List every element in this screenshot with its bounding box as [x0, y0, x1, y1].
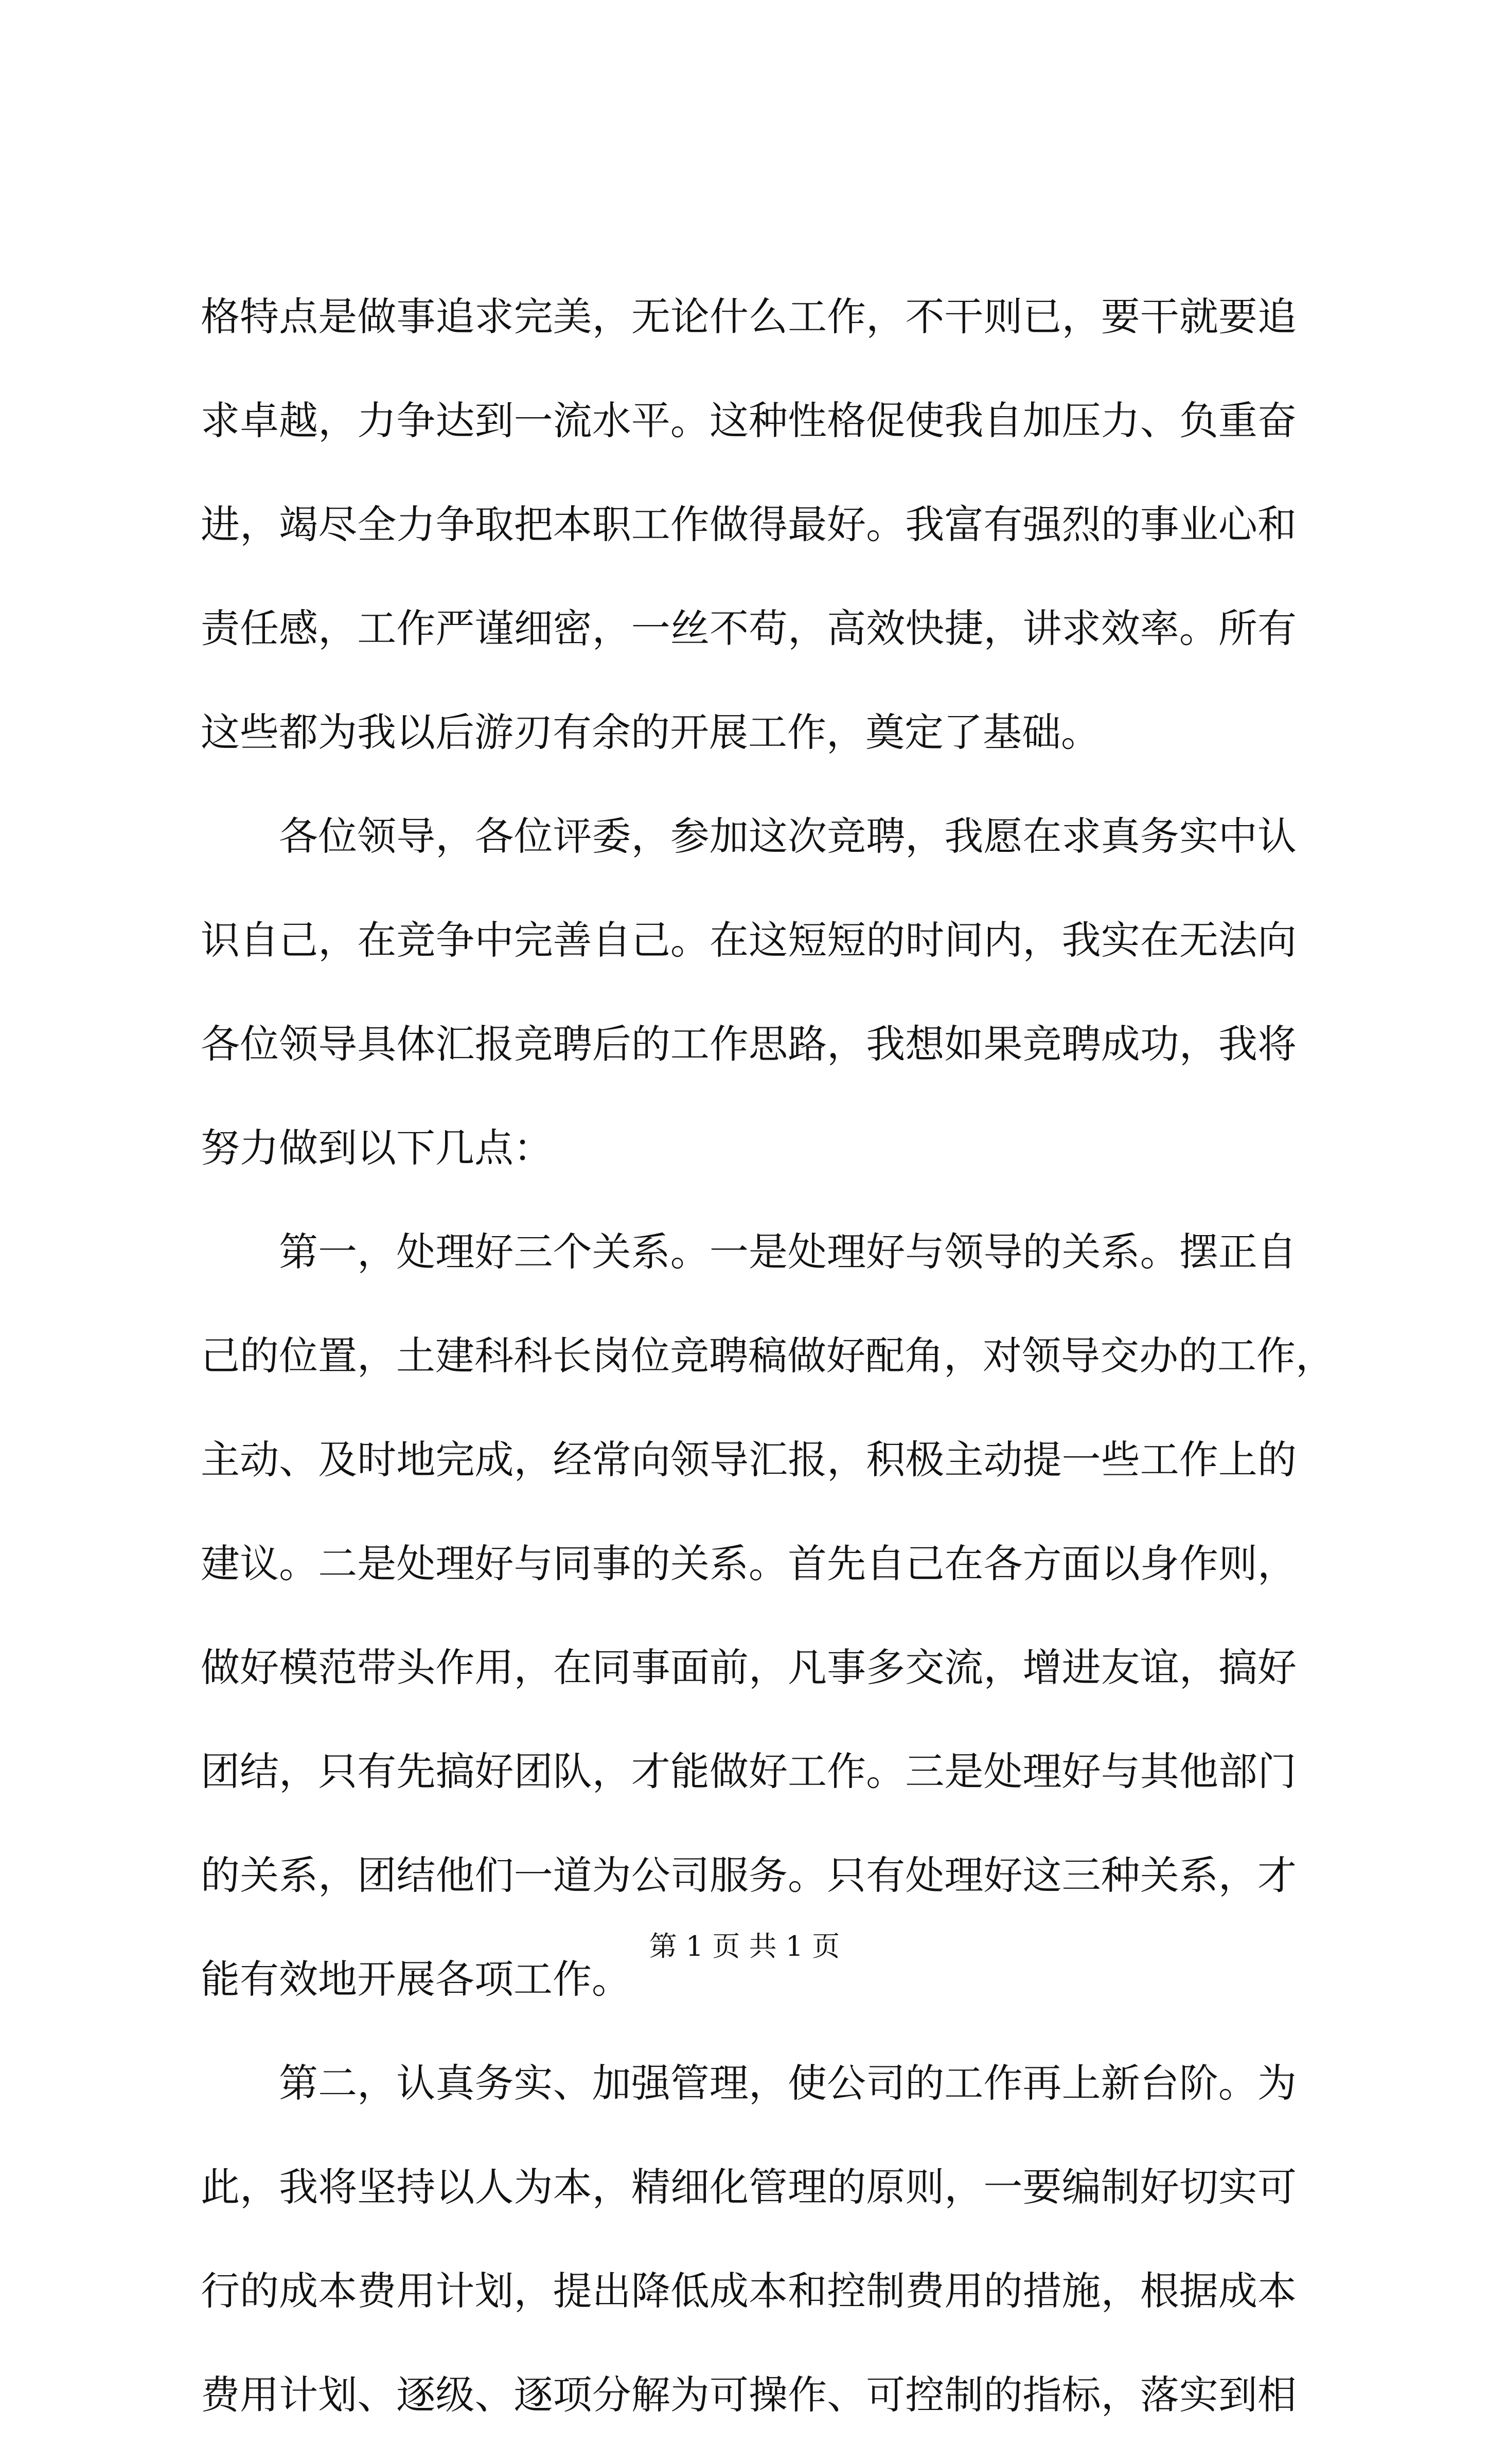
- text-line: 做好模范带头作用，在同事面前，凡事多交流，增进友谊，搞好: [201, 1645, 1297, 1690]
- text-line: 此，我将坚持以人为本，精细化管理的原则，一要编制好切实可: [201, 2164, 1297, 2210]
- text-line: 这些都为我以后游刃有余的开展工作，奠定了基础。: [201, 709, 1100, 755]
- page-footer: 第 1 页 共 1 页: [649, 1930, 840, 1962]
- text-line: 费用计划、逐级、逐项分解为可操作、可控制的指标，落实到相: [201, 2372, 1297, 2418]
- text-line: 格特点是做事追求完美，无论什么工作，不干则已，要干就要追: [201, 294, 1297, 340]
- text-line: 己的位置，土建科科长岗位竞聘稿做好配角，对领导交办的工作，: [201, 1333, 1335, 1379]
- paragraph-start-line: 各位领导，各位评委，参加这次竞聘，我愿在求真务实中认: [279, 813, 1297, 859]
- text-line: 识自己，在竞争中完善自己。在这短短的时间内，我实在无法向: [201, 917, 1297, 963]
- text-line: 努力做到以下几点：: [201, 1125, 553, 1171]
- text-line: 主动、及时地完成，经常向领导汇报，积极主动提一些工作上的: [201, 1437, 1297, 1483]
- paragraph-start-line: 第一，处理好三个关系。一是处理好与领导的关系。摆正自: [279, 1229, 1297, 1275]
- text-line: 的关系，团结他们一道为公司服务。只有处理好这三种关系，才: [201, 1852, 1297, 1898]
- text-line: 能有效地开展各项工作。: [201, 1956, 631, 2002]
- text-line: 进，竭尽全力争取把本职工作做得最好。我富有强烈的事业心和: [201, 502, 1297, 547]
- text-line: 求卓越，力争达到一流水平。这种性格促使我自加压力、负重奋: [201, 398, 1297, 443]
- text-line: 行的成本费用计划，提出降低成本和控制费用的措施，根据成本: [201, 2268, 1297, 2314]
- text-line: 各位领导具体汇报竞聘后的工作思路，我想如果竞聘成功，我将: [201, 1021, 1297, 1067]
- body-text: [201, 282, 1335, 2464]
- text-line: 责任感，工作严谨细密，一丝不苟，高效快捷，讲求效率。所有: [201, 605, 1297, 651]
- text-line: 建议。二是处理好与同事的关系。首先自己在各方面以身作则，: [201, 1541, 1297, 1586]
- text-line: 团结，只有先搞好团队，才能做好工作。三是处理好与其他部门: [201, 1748, 1297, 1794]
- paragraph-start-line: 第二，认真务实、加强管理，使公司的工作再上新台阶。为: [279, 2060, 1297, 2106]
